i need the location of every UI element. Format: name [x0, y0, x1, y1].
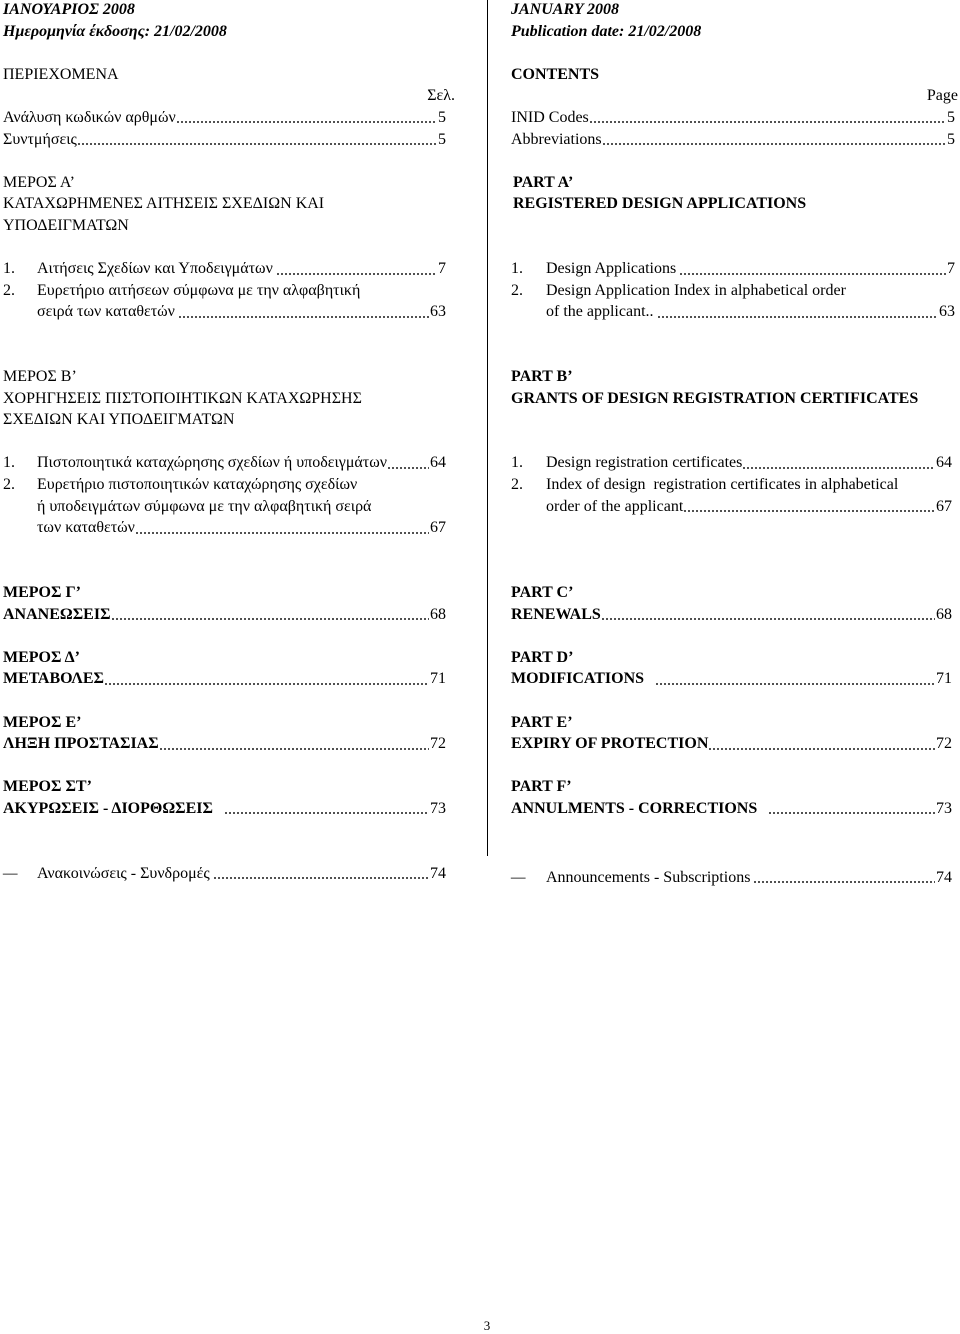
part-b-title: GRANTS OF DESIGN REGISTRATION CERTIFICATES — [511, 389, 919, 407]
dot-leader — [225, 798, 429, 820]
page-column-header — [3, 85, 455, 107]
part-a-title: REGISTERED DESIGN APPLICATIONS — [513, 195, 807, 213]
page-column-label: Σελ. — [427, 87, 455, 105]
toc-entry — [511, 733, 955, 755]
part-c-title: ΑΝΑΝΕΩΣΕΙΣ — [3, 605, 111, 623]
toc-entry-page: 63 — [939, 303, 955, 321]
publication-date: Publication date: 21/02/2008 — [511, 22, 702, 40]
page-number: 3 — [483, 1318, 491, 1333]
dot-leader — [684, 496, 935, 518]
contents-title: ΠΕΡΙΕΧΟΜΕΝΑ — [3, 65, 119, 83]
dash-bullet: – — [3, 864, 18, 882]
dot-leader — [743, 452, 935, 474]
toc-entry — [511, 107, 955, 129]
toc-entry-label: Ευρετήριο αιτήσεων σύμφωνα με την αλφαβητική — [37, 281, 361, 299]
toc-entry-label: Index of design registration certificates in alphabetical — [546, 476, 899, 494]
toc-entry — [511, 604, 955, 626]
column-divider — [487, 0, 488, 856]
part-f-heading: PART F’ — [511, 778, 572, 796]
toc-item-continuation — [3, 517, 446, 539]
dot-leader — [658, 301, 938, 323]
toc-entry-label: Design Application Index in alphabetical order — [546, 281, 846, 299]
toc-item-continuation — [3, 496, 446, 518]
dot-leader — [105, 668, 429, 690]
part-a-heading: ΜΕΡΟΣ Α’ — [3, 173, 76, 191]
toc-entry-label: of the applicant.. — [546, 303, 654, 321]
toc-entry-label: Ανάλυση κωδικών αρθμών — [3, 108, 176, 126]
toc-entry-label: Ανακοινώσεις - Συνδρομές — [37, 864, 210, 882]
toc-item-continuation — [511, 301, 955, 323]
toc-entry-label: Announcements - Subscriptions — [546, 868, 751, 886]
dot-leader — [179, 301, 429, 323]
publication-date: Ημερομηνία έκδοσης: 21/02/2008 — [3, 22, 227, 40]
toc-entry — [511, 129, 955, 151]
part-a-heading: PART A’ — [513, 173, 574, 191]
toc-entry — [3, 604, 446, 626]
toc-entry-page: 5 — [438, 108, 446, 126]
part-b-heading: ΜΕΡΟΣ Β’ — [3, 368, 77, 386]
part-f-title: ANNULMENTS - CORRECTIONS — [511, 799, 758, 817]
item-number: 2. — [511, 281, 523, 299]
toc-item-continuation — [511, 496, 955, 518]
dot-leader — [160, 733, 429, 755]
toc-item — [511, 280, 955, 302]
toc-item — [3, 474, 446, 496]
page-column-label: Page — [926, 87, 958, 105]
page-column-header — [511, 85, 958, 107]
toc-item — [3, 258, 446, 280]
toc-entry-label: INID Codes — [511, 108, 589, 126]
issue-month: ΙΑΝΟΥΑΡΙΟΣ 2008 — [3, 1, 135, 18]
item-number: 2. — [511, 476, 523, 494]
part-f-title: ΑΚΥΡΩΣΕΙΣ - ΔΙΟΡΘΩΣΕΙΣ — [3, 799, 213, 817]
toc-item — [511, 474, 955, 496]
dot-leader — [177, 107, 437, 129]
toc-entry-page: 5 — [947, 130, 955, 148]
toc-entry-page: 64 — [430, 454, 446, 472]
dot-leader — [680, 258, 946, 280]
toc-entry-page: 73 — [936, 799, 952, 817]
dash-bullet: – — [511, 868, 526, 886]
toc-entry-page: 73 — [430, 799, 446, 817]
toc-entry-page: 7 — [947, 260, 955, 278]
part-c-heading: ΜΕΡΟΣ Γ’ — [3, 584, 81, 602]
toc-entry-page: 63 — [430, 303, 446, 321]
toc-entry-page: 72 — [430, 735, 446, 753]
toc-entry — [511, 798, 955, 820]
toc-entry-page: 74 — [430, 864, 446, 882]
toc-item — [3, 280, 446, 302]
toc-entry-label: σειρά των καταθετών — [37, 303, 175, 321]
part-c-heading: PART C’ — [511, 584, 574, 602]
part-b-title: ΣΧΕΔΙΩΝ ΚΑΙ ΥΠΟΔΕΙΓΜΑΤΩΝ — [3, 411, 235, 429]
announcements-entry — [511, 867, 955, 889]
part-a-title: ΚΑΤΑΧΩΡΗΜΕΝΕΣ ΑΙΤΗΣΕΙΣ ΣΧΕΔΙΩΝ ΚΑΙ — [3, 195, 325, 213]
toc-entry-page: 67 — [936, 497, 952, 515]
dot-leader — [603, 129, 946, 151]
toc-entry — [3, 107, 446, 129]
toc-entry-label: των καταθετών — [37, 519, 135, 537]
greek-contents-column — [3, 0, 455, 884]
part-f-heading: ΜΕΡΟΣ ΣΤ’ — [3, 778, 92, 796]
toc-entry-label: Design Applications — [546, 260, 677, 278]
part-d-title: MODIFICATIONS — [511, 670, 645, 688]
part-e-title: EXPIRY OF PROTECTION — [511, 735, 709, 753]
toc-entry-page: 5 — [438, 130, 446, 148]
toc-entry — [3, 668, 446, 690]
toc-entry-label: Πιστοποιητικά καταχώρησης σχεδίων ή υποδειγμάτων — [37, 454, 387, 472]
dot-leader — [78, 129, 437, 151]
toc-entry — [511, 668, 955, 690]
part-e-heading: ΜΕΡΟΣ Ε’ — [3, 713, 82, 731]
dot-leader — [754, 867, 935, 889]
toc-entry-page: 7 — [438, 260, 446, 278]
issue-month: JANUARY 2008 — [511, 1, 620, 18]
part-b-title: ΧΟΡΗΓΗΣΕΙΣ ΠΙΣΤΟΠΟΙΗΤΙΚΩΝ ΚΑΤΑΧΩΡΗΣΗΣ — [3, 389, 362, 407]
part-d-heading: PART D’ — [511, 648, 574, 666]
item-number: 1. — [511, 454, 523, 472]
toc-entry-page: 64 — [936, 454, 952, 472]
dot-leader — [709, 733, 935, 755]
toc-entry-page: 68 — [430, 605, 446, 623]
toc-entry-page: 72 — [936, 735, 952, 753]
contents-title: CONTENTS — [511, 65, 600, 83]
toc-entry-page: 74 — [936, 868, 952, 886]
part-c-title: RENEWALS — [511, 605, 601, 623]
toc-entry-page: 71 — [430, 670, 446, 688]
dot-leader — [602, 604, 935, 626]
toc-entry-page: 67 — [430, 519, 446, 537]
dot-leader — [214, 863, 429, 885]
toc-entry-label: ή υποδειγμάτων σύμφωνα με την αλφαβητική σειρά — [37, 497, 372, 515]
toc-entry-label: Αιτήσεις Σχεδίων και Υποδειγμάτων — [37, 260, 273, 278]
dot-leader — [112, 604, 429, 626]
item-number: 1. — [511, 260, 523, 278]
toc-entry-label: order of the applicant — [546, 497, 684, 515]
toc-entry-page: 68 — [936, 605, 952, 623]
dot-leader — [136, 517, 429, 539]
part-b-heading: PART B’ — [511, 368, 573, 386]
announcements-entry — [3, 863, 446, 885]
part-a-title: ΥΠΟΔΕΙΓΜΑΤΩΝ — [3, 216, 129, 234]
toc-item — [3, 452, 446, 474]
dot-leader — [388, 452, 429, 474]
toc-entry-label: Ευρετήριο πιστοποιητικών καταχώρησης σχεδίων — [37, 476, 358, 494]
english-contents-column — [511, 0, 958, 888]
toc-entry — [3, 798, 446, 820]
item-number: 1. — [3, 260, 15, 278]
dot-leader — [656, 668, 935, 690]
item-number: 1. — [3, 454, 15, 472]
part-e-title: ΛΗΞΗ ΠΡΟΣΤΑΣΙΑΣ — [3, 735, 159, 753]
bullet-container — [511, 867, 546, 889]
part-d-title: ΜΕΤΑΒΟΛΕΣ — [3, 670, 104, 688]
bullet-container — [3, 863, 37, 885]
item-number: 2. — [3, 476, 15, 494]
toc-item — [511, 258, 955, 280]
toc-item — [511, 452, 955, 474]
dot-leader — [277, 258, 437, 280]
toc-entry-page: 71 — [936, 670, 952, 688]
part-e-heading: PART E’ — [511, 713, 573, 731]
toc-entry-label: Design registration certificates — [546, 454, 743, 472]
item-number: 2. — [3, 281, 15, 299]
part-d-heading: ΜΕΡΟΣ Δ’ — [3, 648, 80, 666]
toc-entry-label: Συντμήσεις — [3, 130, 77, 148]
toc-item-continuation — [3, 301, 446, 323]
dot-leader — [590, 107, 946, 129]
dot-leader — [769, 798, 935, 820]
toc-entry-label: Abbreviations — [511, 130, 602, 148]
toc-entry — [3, 733, 446, 755]
toc-entry — [3, 129, 446, 151]
toc-entry-page: 5 — [947, 108, 955, 126]
